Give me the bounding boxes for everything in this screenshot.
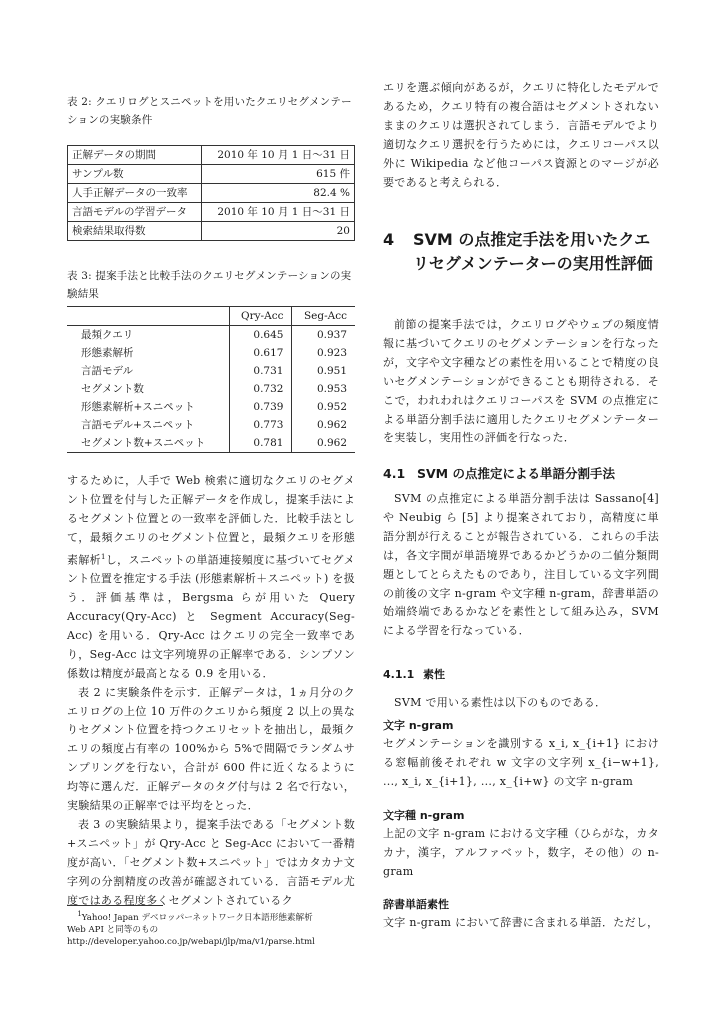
table2-value: 82.4 % bbox=[202, 184, 355, 203]
table-row bbox=[68, 184, 355, 203]
table-row bbox=[68, 165, 355, 184]
table3-seg: 0.923 bbox=[292, 344, 355, 362]
table-row bbox=[68, 146, 355, 165]
table3-qry: 0.732 bbox=[229, 380, 292, 398]
table3-header-qry: Qry-Acc bbox=[229, 307, 292, 326]
table-row bbox=[67, 434, 355, 453]
table2-value: 2010 年 10 月 1 日〜31 日 bbox=[202, 203, 355, 222]
section-title: SVM の点推定手法を用いたクエリセグメンテーターの実用性評価 bbox=[413, 230, 653, 273]
table3-qry: 0.645 bbox=[229, 326, 292, 345]
table3-qry: 0.773 bbox=[229, 416, 292, 434]
table3-seg: 0.952 bbox=[292, 398, 355, 416]
term-char-ngram: 文字 n-gram bbox=[383, 719, 454, 732]
table-row bbox=[67, 416, 355, 434]
table3-method: 形態素解析 bbox=[81, 347, 134, 359]
table3-seg: 0.937 bbox=[292, 326, 355, 345]
paragraph: 表 3 の実験結果より，提案手法である「セグメント数+スニペット」が Qry-Acc と Seg-Acc において一番精度が高い．「セグメント数+スニペット」ではカタカナ文字列の分割精度の改善が確認されている．言語モデル尤度ではある程度多くセグメントされているク bbox=[67, 817, 355, 907]
footnote-ref: 1 bbox=[101, 552, 106, 561]
table2-label: 人手正解データの一致率 bbox=[68, 184, 202, 203]
table2-value: 615 件 bbox=[202, 165, 355, 184]
term-dictionary-feature: 辞書単語素性 bbox=[383, 898, 449, 911]
paragraph bbox=[67, 472, 355, 684]
subsubsection-4-1-1-body bbox=[383, 694, 659, 713]
table3-caption: 表 3: 提案手法と比較手法のクエリセグメンテーションの実験結果 bbox=[67, 270, 352, 300]
footnote-url: http://developer.yahoo.co.jp/webapi/jlp/ma/v1/parse.html bbox=[67, 936, 315, 947]
subsubsection-title: 素性 bbox=[423, 668, 445, 681]
table3-header-seg: Seg-Acc bbox=[292, 307, 355, 326]
footnote-line bbox=[67, 908, 357, 924]
term-description: 文字 n-gram において辞書に含まれる単語．ただし， bbox=[383, 916, 659, 929]
table3-method: 形態素解析+スニペット bbox=[81, 401, 195, 413]
table2-value: 2010 年 10 月 1 日〜31 日 bbox=[202, 146, 355, 165]
table2-label: 検索結果取得数 bbox=[68, 222, 202, 241]
table-row bbox=[67, 326, 355, 345]
table3-qry: 0.739 bbox=[229, 398, 292, 416]
footnote-text: Yahoo! Japan デベロッパーネットワーク日本語形態素解析 bbox=[81, 912, 313, 923]
subsection-title: SVM の点推定による単語分割手法 bbox=[417, 466, 615, 481]
table3-method: セグメント数 bbox=[81, 383, 144, 395]
paragraph-text: するために，人手で Web 検索に適切なクエリのセグメント位置を付与した正解データを作成し，提案手法によるセグメント位置との一致率を評価した．比較手法として，最頻クエリのセグメント位置と，最頻クエリを形態素解析 bbox=[67, 474, 355, 567]
subsection-number: 4.1 bbox=[383, 466, 406, 481]
paragraph: SVM の点推定による単語分割手法は Sassano[4] や Neubig ら [5] より提案されており，高精度に単語分割が行えることが報告されている．これらの手法は，各文字間が単語境界であるかどうかの二値分類問題としてとらえたものであり，注目している文字列間の前後の文字 n-gram や文字種 n-gram，辞書単語の始端終端であるかなどを素性として組み込み，SVM による学習を行なっている． bbox=[383, 492, 659, 638]
section-4-body bbox=[383, 316, 659, 448]
table3-method: 言語モデル+スニペット bbox=[81, 419, 195, 431]
paragraph: 前節の提案手法では，クエリログやウェブの頻度情報に基づいてクエリのセグメンテーションを行なったが，文字や文字種などの素性を用いることで精度の良いセグメンテーションができることも期待される．そこで，われわれはクエリコーパスを SVM の点推定による単語分割手法に適用したクエリセグメンテーターを実装し，実用性の評価を行なった． bbox=[383, 318, 659, 445]
footnote-mark: 1 bbox=[77, 910, 82, 918]
paragraph: SVM で用いる素性は以下のものである． bbox=[394, 696, 607, 709]
table3-method: セグメント数+スニペット bbox=[81, 437, 206, 449]
term-char-ngram-desc bbox=[383, 735, 659, 792]
table-row bbox=[68, 203, 355, 222]
table3-method: 言語モデル bbox=[81, 365, 133, 377]
table-row bbox=[67, 344, 355, 362]
table-row bbox=[67, 398, 355, 416]
table3-seg: 0.962 bbox=[292, 416, 355, 434]
table3-method: 最頻クエリ bbox=[81, 329, 134, 341]
table2-label: サンプル数 bbox=[68, 165, 202, 184]
table2-label: 正解データの期間 bbox=[68, 146, 202, 165]
paragraph-text: し，スニペットの単語連接頻度に基づいてセグメント位置を推定する手法 (形態素解析＋スニペット) を扱う．評価基準は，Bergsma らが用いた Query Accuracy(Qry-Acc) と Segment Accuracy(Seg-Acc) を用いる．Qry-Acc はクエリの完全一致率であり，Seg-Acc は文字列境界の正解率である．シンプソン係数は精度が最高となる 0.9 を用いる． bbox=[67, 553, 355, 680]
table-row bbox=[68, 222, 355, 241]
table3-seg: 0.962 bbox=[292, 434, 355, 453]
table-row bbox=[67, 362, 355, 380]
table3 bbox=[67, 306, 355, 453]
table-header-row bbox=[67, 307, 355, 326]
term-chartype-ngram-desc bbox=[383, 825, 659, 882]
table2-caption: 表 2: クエリログとスニペットを用いたクエリセグメンテーションの実験条件 bbox=[67, 96, 352, 126]
footnote-line: Web API と同等のもの bbox=[67, 924, 159, 935]
section-4-heading bbox=[383, 228, 663, 306]
term-description: 上記の文字 n-gram における文字種（ひらがな，カタカナ，漢字，アルファベット，数字，その他）の n-gram bbox=[383, 827, 659, 878]
table2-value: 20 bbox=[202, 222, 355, 241]
right-body-text-top bbox=[383, 79, 659, 192]
table3-seg: 0.951 bbox=[292, 362, 355, 380]
footnote bbox=[67, 908, 357, 948]
table3-header-method bbox=[67, 307, 229, 326]
table2-label: 言語モデルの学習データ bbox=[68, 203, 202, 222]
subsection-4-1-body bbox=[383, 490, 659, 641]
term-chartype-ngram: 文字種 n-gram bbox=[383, 809, 465, 822]
left-body-text bbox=[67, 472, 355, 911]
section-number: 4 bbox=[383, 230, 395, 249]
term-dictionary-feature-desc bbox=[383, 914, 659, 933]
table3-qry: 0.731 bbox=[229, 362, 292, 380]
footnote-rule bbox=[67, 905, 163, 906]
table3-seg: 0.953 bbox=[292, 380, 355, 398]
table3-qry: 0.617 bbox=[229, 344, 292, 362]
table2 bbox=[67, 145, 355, 241]
subsubsection-number: 4.1.1 bbox=[383, 668, 415, 681]
table-row bbox=[67, 380, 355, 398]
subsubsection-4-1-1-heading bbox=[383, 666, 445, 682]
paragraph: 表 2 に実験条件を示す．正解データは，1ヵ月分のクエリログの上位 10 万件のクエリから頻度 2 以上の異なりセグメント位置を持つクエリセットを抽出し，最頻クエリの頻度占有率の 100%から 5%で間隔でランダムサンプリングを行ない，合計が 600 件に近くなるように均等に選んだ．正解データのタグ付与は 2 名で行ない，実験結果の正解率では平均をとった． bbox=[67, 685, 355, 813]
term-description: セグメンテーションを識別する x_i, x_{i+1} における窓幅前後それぞれ w 文字の文字列 x_{i−w+1}, ..., x_i, x_{i+1}, ..., x_{i+w} の文字 n-gram bbox=[383, 737, 659, 788]
table3-qry: 0.781 bbox=[229, 434, 292, 453]
paragraph: エリを選ぶ傾向があるが，クエリに特化したモデルであるため，クエリ特有の複合語はセグメントされないままのクエリは選択されてしまう．言語モデルでより適切なクエリ選択を行うためには，クエリコーパス以外に Wikipedia など他コーパス資源とのマージが必要であると考えられる． bbox=[383, 81, 659, 189]
subsection-4-1-heading bbox=[383, 464, 615, 482]
